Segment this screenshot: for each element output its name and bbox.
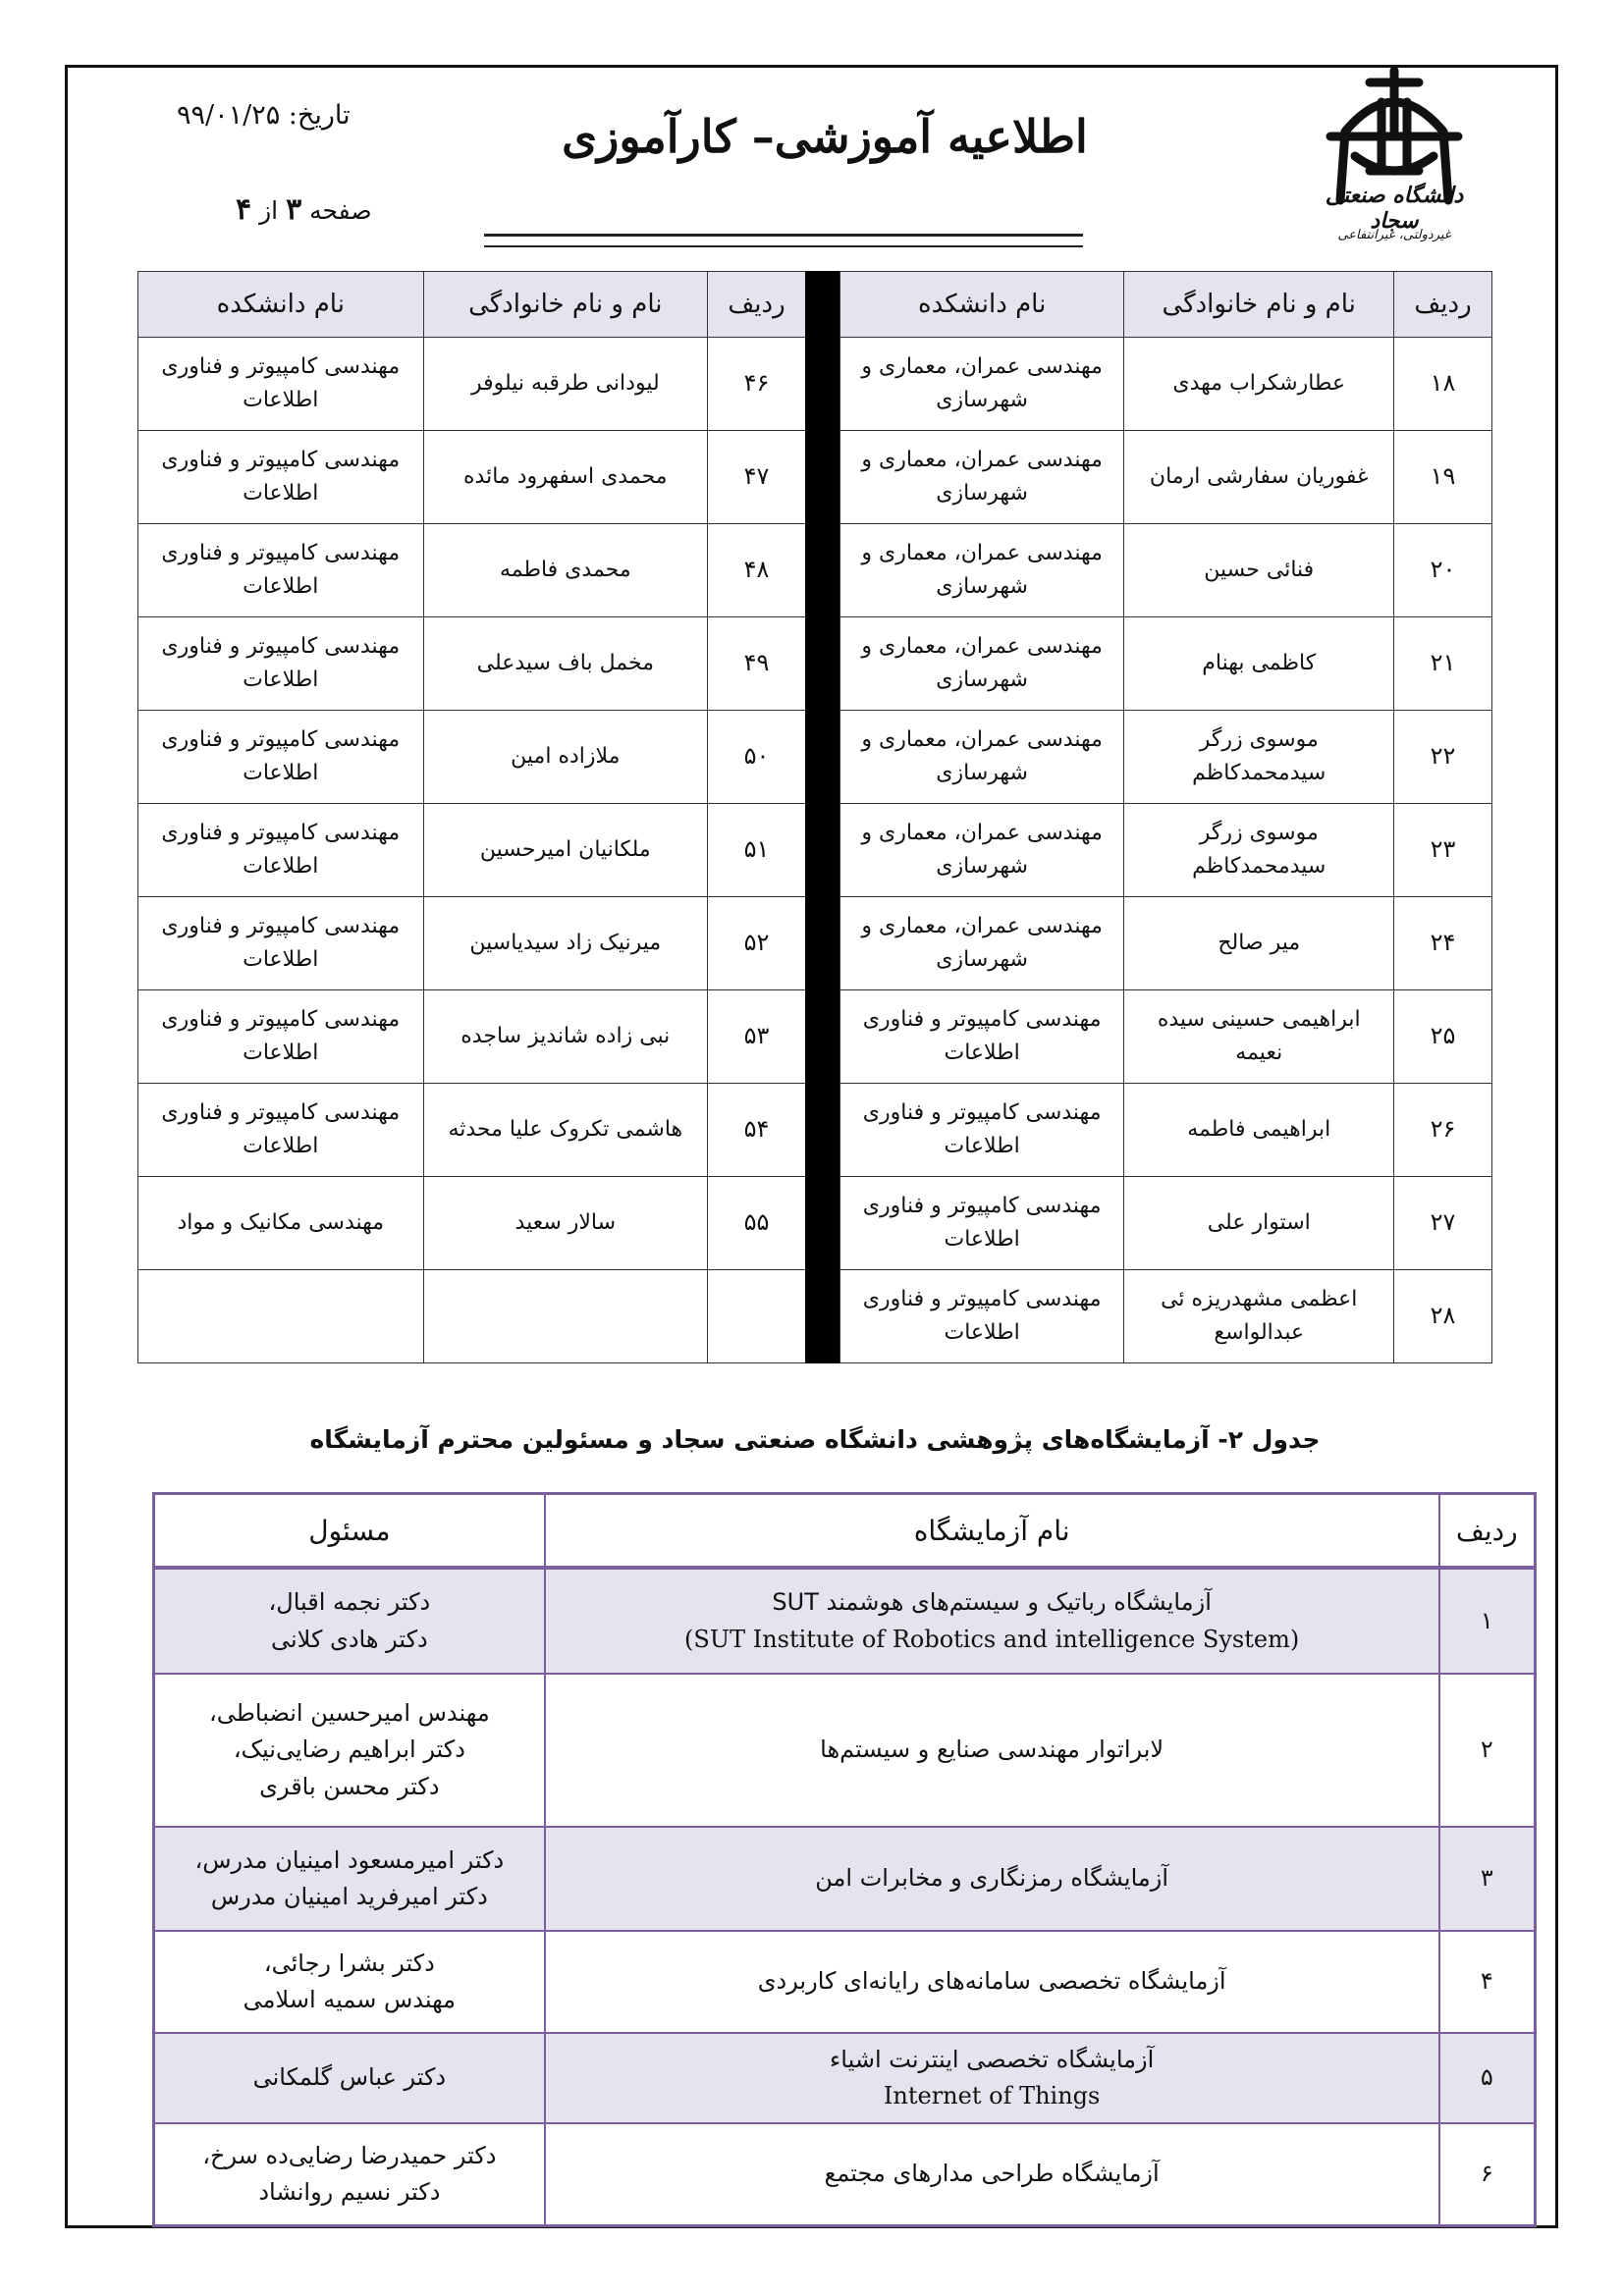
lab-name bbox=[545, 2123, 1439, 2225]
student-name: ملکانیان امیرحسین bbox=[423, 804, 708, 897]
faculty-name: مهندسی عمران، معماری و شهرسازی bbox=[839, 524, 1124, 617]
student-name: نبی زاده شاندیز ساجده bbox=[423, 990, 708, 1084]
student-name: فنائی حسین bbox=[1124, 524, 1394, 617]
row-number: ۲۱ bbox=[1394, 617, 1492, 711]
faculty-name: مهندسی عمران، معماری و شهرسازی bbox=[839, 617, 1124, 711]
lab-head: دکتر عباس گلمکانی bbox=[252, 2063, 447, 2092]
row-number: ۵ bbox=[1439, 2033, 1536, 2123]
row-number: ۴۷ bbox=[708, 431, 806, 524]
table-row bbox=[154, 2033, 1536, 2123]
lab-head: دکتر ابراهیم رضایی‌نیک، bbox=[233, 1735, 465, 1764]
table-header-row bbox=[138, 272, 1492, 338]
lab-name-fa: لابراتوار مهندسی صنایع و سیستم‌ها bbox=[820, 1735, 1164, 1764]
student-name bbox=[423, 1270, 708, 1363]
column-separator bbox=[805, 897, 839, 990]
faculty-name: مهندسی کامپیوتر و فناوری اطلاعات bbox=[138, 990, 424, 1084]
table-row bbox=[138, 897, 1492, 990]
lab-name bbox=[545, 1931, 1439, 2033]
table-row bbox=[138, 1177, 1492, 1270]
lab-name bbox=[545, 1827, 1439, 1931]
faculty-name: مهندسی کامپیوتر و فناوری اطلاعات bbox=[839, 1084, 1124, 1177]
table-row bbox=[138, 1084, 1492, 1177]
student-name: کاظمی بهنام bbox=[1124, 617, 1394, 711]
faculty-name bbox=[138, 1270, 424, 1363]
lab-name bbox=[545, 1568, 1439, 1674]
student-name: مخمل باف سیدعلی bbox=[423, 617, 708, 711]
faculty-name: مهندسی مکانیک و مواد bbox=[138, 1177, 424, 1270]
row-number: ۱۸ bbox=[1394, 338, 1492, 431]
column-separator bbox=[805, 804, 839, 897]
student-name: هاشمی تکروک علیا محدثه bbox=[423, 1084, 708, 1177]
faculty-name: مهندسی عمران، معماری و شهرسازی bbox=[839, 897, 1124, 990]
table-row bbox=[138, 711, 1492, 804]
row-number: ۱۹ bbox=[1394, 431, 1492, 524]
lab-name-fa: آزمایشگاه تخصصی اینترنت اشیاء bbox=[830, 2045, 1155, 2073]
student-name: موسوی زرگر سیدمحمدکاظم bbox=[1124, 711, 1394, 804]
row-number: ۳ bbox=[1439, 1827, 1536, 1931]
lab-name-fa: آزمایشگاه تخصصی سامانه‌های رایانه‌ای کاربردی bbox=[757, 1967, 1226, 1996]
row-number: ۵۰ bbox=[708, 711, 806, 804]
table-row bbox=[138, 338, 1492, 431]
student-name: استوار علی bbox=[1124, 1177, 1394, 1270]
lab-head: دکتر امیرفرید امینیان مدرس bbox=[210, 1883, 488, 1910]
row-number: ۲۷ bbox=[1394, 1177, 1492, 1270]
column-separator bbox=[805, 990, 839, 1084]
row-number: ۴۹ bbox=[708, 617, 806, 711]
row-number: ۲۸ bbox=[1394, 1270, 1492, 1363]
student-name: اعظمی مشهدریزه ئی عبدالواسع bbox=[1124, 1270, 1394, 1363]
col-header-row: ردیف bbox=[708, 272, 806, 338]
lab-head: دکتر امیرمسعود امینیان مدرس، bbox=[194, 1845, 505, 1874]
column-separator bbox=[805, 524, 839, 617]
page-current: ۳ bbox=[286, 192, 302, 227]
students-table bbox=[137, 271, 1492, 1363]
row-number: ۲ bbox=[1439, 1674, 1536, 1827]
faculty-name: مهندسی عمران، معماری و شهرسازی bbox=[839, 431, 1124, 524]
lab-name-en: (SUT Institute of Robotics and intelligence System) bbox=[684, 1625, 1300, 1653]
lab-name-fa: آزمایشگاه طراحی مدارهای مجتمع bbox=[824, 2160, 1160, 2188]
lab-name bbox=[545, 1674, 1439, 1827]
student-name: میر صالح bbox=[1124, 897, 1394, 990]
logo-caption: دانشگاه صنعتی سجاد bbox=[1325, 183, 1464, 234]
row-number: ۴۸ bbox=[708, 524, 806, 617]
row-number: ۵۱ bbox=[708, 804, 806, 897]
lab-head: دکتر بشرا رجائی، bbox=[263, 1949, 435, 1977]
row-number: ۵۵ bbox=[708, 1177, 806, 1270]
column-separator bbox=[805, 1084, 839, 1177]
faculty-name: مهندسی کامپیوتر و فناوری اطلاعات bbox=[138, 524, 424, 617]
row-number: ۶ bbox=[1439, 2123, 1536, 2225]
student-name: محمدی فاطمه bbox=[423, 524, 708, 617]
lab-heads bbox=[154, 1931, 545, 2033]
table-row bbox=[154, 1827, 1536, 1931]
lab-heads bbox=[154, 1674, 545, 1827]
col-header-name: نام و نام خانوادگی bbox=[1124, 272, 1394, 338]
title-underline bbox=[484, 234, 1083, 247]
lab-heads bbox=[154, 1827, 545, 1931]
faculty-name: مهندسی کامپیوتر و فناوری اطلاعات bbox=[138, 617, 424, 711]
column-separator bbox=[805, 1270, 839, 1363]
row-number: ۲۴ bbox=[1394, 897, 1492, 990]
lab-name-en: Internet of Things bbox=[883, 2082, 1101, 2109]
row-number: ۴ bbox=[1439, 1931, 1536, 2033]
labs-table bbox=[152, 1492, 1537, 2227]
row-number: ۱ bbox=[1439, 1568, 1536, 1674]
row-number: ۴۶ bbox=[708, 338, 806, 431]
lab-name bbox=[545, 2033, 1439, 2123]
logo-subcaption: غیردولتی، غیرانتفاعی bbox=[1337, 228, 1451, 242]
table2-caption: جدول ۲- آزمایشگاه‌های پژوهشی دانشگاه صنعتی سجاد و مسئولین محترم آزمایشگاه bbox=[309, 1425, 1321, 1454]
page-of-word: از bbox=[259, 196, 279, 225]
student-name: ابراهیمی حسینی سیده نعیمه bbox=[1124, 990, 1394, 1084]
student-name: موسوی زرگر سیدمحمدکاظم bbox=[1124, 804, 1394, 897]
row-number: ۲۵ bbox=[1394, 990, 1492, 1084]
row-number: ۵۳ bbox=[708, 990, 806, 1084]
lab-head: دکتر حمیدرضا رضایی‌ده سرخ، bbox=[202, 2141, 497, 2169]
col-header-row: ردیف bbox=[1439, 1494, 1536, 1569]
col-header-head: مسئول bbox=[154, 1494, 545, 1569]
table-row bbox=[138, 990, 1492, 1084]
student-name: سالار سعید bbox=[423, 1177, 708, 1270]
lab-head: دکتر نجمه اقبال، bbox=[268, 1588, 431, 1617]
faculty-name: مهندسی کامپیوتر و فناوری اطلاعات bbox=[839, 990, 1124, 1084]
student-name: غفوریان سفارشی ارمان bbox=[1124, 431, 1394, 524]
table-header-row bbox=[154, 1494, 1536, 1569]
student-name: عطارشکراب مهدی bbox=[1124, 338, 1394, 431]
col-header-faculty: نام دانشکده bbox=[138, 272, 424, 338]
column-separator bbox=[805, 272, 839, 338]
lab-head: مهندس امیرحسین انضباطی، bbox=[209, 1699, 490, 1728]
page-title: اطلاعیه آموزشی– کارآموزی bbox=[562, 110, 1088, 163]
col-header-row: ردیف bbox=[1394, 272, 1492, 338]
faculty-name: مهندسی کامپیوتر و فناوری اطلاعات bbox=[839, 1177, 1124, 1270]
student-name: ابراهیمی فاطمه bbox=[1124, 1084, 1394, 1177]
student-name: میرنیک زاد سیدیاسین bbox=[423, 897, 708, 990]
lab-head: دکتر هادی کلانی bbox=[271, 1625, 428, 1653]
col-header-name: نام و نام خانوادگی bbox=[423, 272, 708, 338]
student-name: لیودانی طرقبه نیلوفر bbox=[423, 338, 708, 431]
faculty-name: مهندسی عمران، معماری و شهرسازی bbox=[839, 804, 1124, 897]
table-row bbox=[138, 617, 1492, 711]
row-number bbox=[708, 1270, 806, 1363]
table-row bbox=[154, 1931, 1536, 2033]
row-number: ۵۴ bbox=[708, 1084, 806, 1177]
table-row bbox=[138, 524, 1492, 617]
faculty-name: مهندسی کامپیوتر و فناوری اطلاعات bbox=[138, 711, 424, 804]
row-number: ۲۲ bbox=[1394, 711, 1492, 804]
lab-heads bbox=[154, 2033, 545, 2123]
table-row bbox=[154, 1568, 1536, 1674]
column-separator bbox=[805, 1177, 839, 1270]
row-number: ۲۳ bbox=[1394, 804, 1492, 897]
col-header-faculty: نام دانشکده bbox=[839, 272, 1124, 338]
page-total: ۴ bbox=[236, 192, 252, 227]
table-row bbox=[154, 1674, 1536, 1827]
lab-heads bbox=[154, 1568, 545, 1674]
lab-head: مهندس سمیه اسلامی bbox=[243, 1986, 457, 2013]
student-name: محمدی اسفهرود مائده bbox=[423, 431, 708, 524]
table-row bbox=[138, 804, 1492, 897]
faculty-name: مهندسی کامپیوتر و فناوری اطلاعات bbox=[138, 897, 424, 990]
page-indicator bbox=[236, 192, 372, 227]
col-header-lab: نام آزمایشگاه bbox=[545, 1494, 1439, 1569]
table-row bbox=[138, 1270, 1492, 1363]
row-number: ۲۰ bbox=[1394, 524, 1492, 617]
lab-head: دکتر محسن باقری bbox=[259, 1772, 440, 1800]
page-prefix: صفحه bbox=[309, 196, 372, 225]
lab-head: دکتر نسیم روانشاد bbox=[258, 2177, 441, 2206]
lab-heads bbox=[154, 2123, 545, 2225]
faculty-name: مهندسی کامپیوتر و فناوری اطلاعات bbox=[138, 804, 424, 897]
faculty-name: مهندسی کامپیوتر و فناوری اطلاعات bbox=[138, 1084, 424, 1177]
lab-name-fa: آزمایشگاه رباتیک و سیستم‌های هوشمند SUT bbox=[772, 1588, 1212, 1617]
column-separator bbox=[805, 617, 839, 711]
column-separator bbox=[805, 338, 839, 431]
date-label: تاریخ: ۹۹/۰۱/۲۵ bbox=[177, 100, 351, 131]
faculty-name: مهندسی عمران، معماری و شهرسازی bbox=[839, 338, 1124, 431]
row-number: ۵۲ bbox=[708, 897, 806, 990]
column-separator bbox=[805, 431, 839, 524]
table-row bbox=[138, 431, 1492, 524]
faculty-name: مهندسی کامپیوتر و فناوری اطلاعات bbox=[839, 1270, 1124, 1363]
student-name: ملازاده امین bbox=[423, 711, 708, 804]
lab-name-fa: آزمایشگاه رمزنگاری و مخابرات امن bbox=[815, 1864, 1168, 1893]
row-number: ۲۶ bbox=[1394, 1084, 1492, 1177]
faculty-name: مهندسی کامپیوتر و فناوری اطلاعات bbox=[138, 338, 424, 431]
faculty-name: مهندسی کامپیوتر و فناوری اطلاعات bbox=[138, 431, 424, 524]
table-row bbox=[154, 2123, 1536, 2225]
faculty-name: مهندسی عمران، معماری و شهرسازی bbox=[839, 711, 1124, 804]
column-separator bbox=[805, 711, 839, 804]
